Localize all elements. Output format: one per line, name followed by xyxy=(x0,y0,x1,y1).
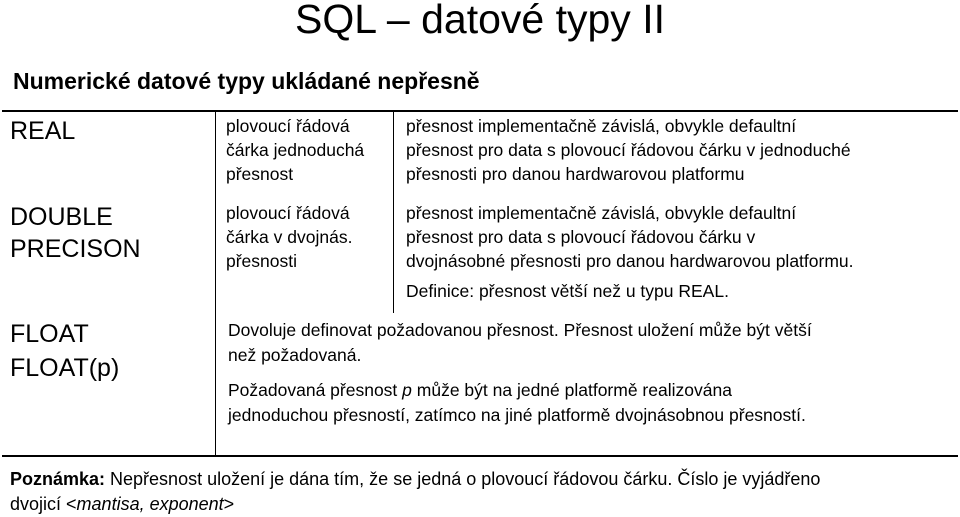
type-name-double-precison: DOUBLE PRECISON xyxy=(10,203,141,263)
page-title: SQL – datové typy II xyxy=(295,0,665,42)
col-divider-2 xyxy=(393,112,394,313)
type-description-short-double: plovoucí řádová čárka v dvojnás. přesnosti xyxy=(226,203,353,271)
type-name-real: REAL xyxy=(10,117,76,145)
type-description-long-double: přesnost implementačně závislá, obvykle defaultní přesnost pro data s plovoucí řádovou čárku v dvojnásobné přesnosti pro danou hardwarovou platformu. Definice: přesnost větší než u typu REAL. xyxy=(406,203,854,301)
type-description-short-real: plovoucí řádová čárka jednoduchá přesnost xyxy=(226,116,365,184)
table-top-border xyxy=(2,110,958,112)
table-bottom-border xyxy=(2,455,958,457)
section-heading: Numerické datové typy ukládané nepřesně xyxy=(13,68,480,94)
type-definition-double: Definice: přesnost větší než u typu REAL. xyxy=(406,281,729,301)
footnote-label: Poznámka: xyxy=(10,469,106,489)
col-divider-1 xyxy=(215,112,216,455)
type-description-long-real: přesnost implementačně závislá, obvykle defaultní přesnost pro data s plovoucí řádovou čárku v jednoduché přesnosti pro danou hardwarovou platformu xyxy=(406,116,851,184)
type-description-float: Dovoluje definovat požadovanou přesnost. Přesnost uložení může být větší než požadovaná. Požadovaná přesnost p může být na jedné platformě realizována jednoduchou přesností, zatímco na jiné platformě dvojnásobnou přesností. xyxy=(228,320,812,425)
footnote: Poznámka: Nepřesnost uložení je dána tím, že se jedná o plovoucí řádovou čárku. Číslo je vyjádřeno dvojicí <mantisa, exponent> xyxy=(10,469,821,514)
type-name-float: FLOAT FLOAT(p) xyxy=(10,320,120,382)
